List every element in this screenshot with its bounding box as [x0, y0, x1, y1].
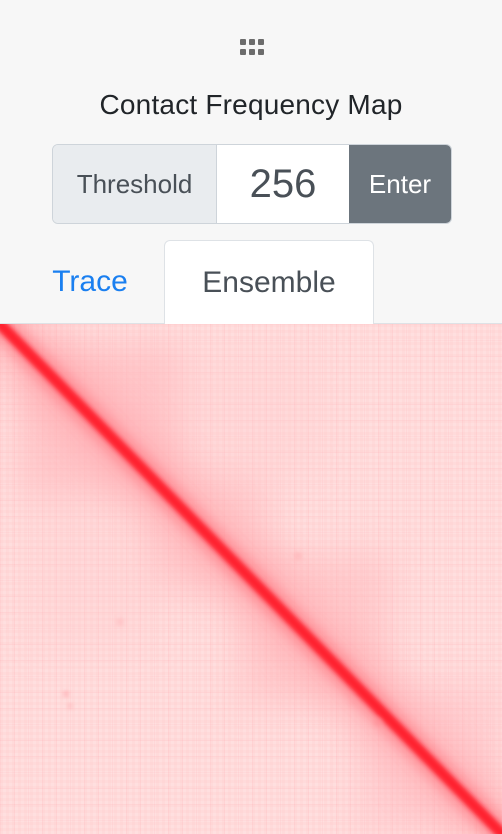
tab-ensemble[interactable]: Ensemble	[164, 240, 374, 325]
drag-handle-icon[interactable]	[239, 38, 265, 56]
tab-trace[interactable]: Trace	[52, 265, 128, 298]
contact-frequency-map-canvas[interactable]	[0, 324, 502, 834]
threshold-label: Threshold	[53, 145, 217, 223]
tab-bar	[0, 240, 502, 324]
threshold-input[interactable]	[217, 145, 349, 223]
panel-title: Contact Frequency Map	[99, 89, 403, 120]
threshold-input-group	[52, 144, 452, 224]
enter-button[interactable]: Enter	[349, 145, 451, 223]
contact-frequency-map[interactable]	[0, 324, 502, 834]
